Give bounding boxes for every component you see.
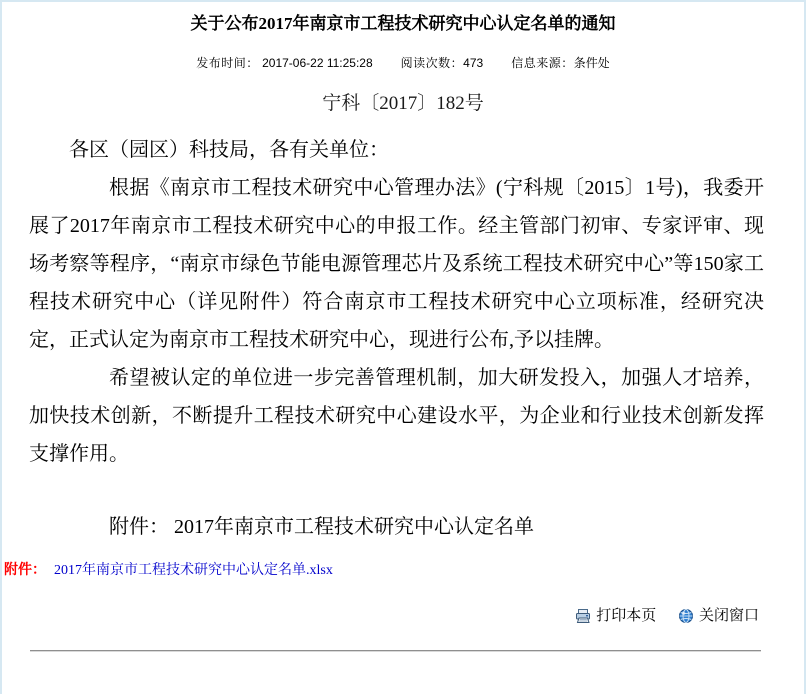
read-count-label: 阅读次数：	[400, 56, 464, 70]
publish-time-label: 发布时间：	[196, 56, 259, 70]
attachment-row	[4, 563, 804, 579]
notice-body	[29, 131, 764, 546]
close-window-label: 关闭窗口	[698, 607, 759, 624]
salutation: 各区（园区）科技局，各有关单位：	[69, 139, 389, 161]
close-window-button[interactable]	[678, 606, 759, 626]
attachment-label: 附件：	[4, 563, 46, 578]
publish-time	[196, 56, 372, 70]
print-page-button[interactable]	[575, 606, 656, 626]
attachment-file-link[interactable]: 2017年南京市工程技术研究中心认定名单.xlsx	[54, 563, 333, 578]
paragraph-2: 希望被认定的单位进一步完善管理机制，加大研发投入，加强人才培养，加快技术创新，不断提升工程技术研究中心建设水平，为企业和行业技术创新发挥支撑作用。	[29, 367, 764, 465]
page-title: 关于公布2017年南京市工程技术研究中心认定名单的通知	[190, 14, 616, 33]
info-source-value: 条件处	[573, 56, 610, 70]
footer-actions	[2, 605, 759, 626]
info-source	[511, 56, 610, 70]
printer-icon	[575, 608, 591, 624]
document-number: 宁科〔2017〕182号	[322, 93, 484, 114]
paragraph-1: 根据《南京市工程技术研究中心管理办法》(宁科规〔2015〕1号)，我委开展了2017年南京市工程技术研究中心的申报工作。经主管部门初审、专家评审、现场考察等程序，“南京市绿色节能电源管理芯片及系统工程技术研究中心”等150家工程技术研究中心（详见附件）符合南京市工程技术研究中心立项标准，经研究决定，正式认定为南京市工程技术研究中心，现进行公布,予以挂牌。	[29, 177, 764, 351]
bottom-divider	[30, 650, 761, 652]
globe-icon	[678, 608, 694, 624]
read-count-value: 473	[463, 56, 484, 70]
info-source-label: 信息来源：	[511, 56, 574, 70]
print-page-label: 打印本页	[596, 607, 657, 624]
meta-row	[2, 56, 804, 70]
read-count	[401, 56, 484, 70]
publish-time-value: 2017-06-22 11:25:28	[262, 56, 373, 70]
attachment-title-line: 附件： 2017年南京市工程技术研究中心认定名单	[109, 516, 534, 538]
